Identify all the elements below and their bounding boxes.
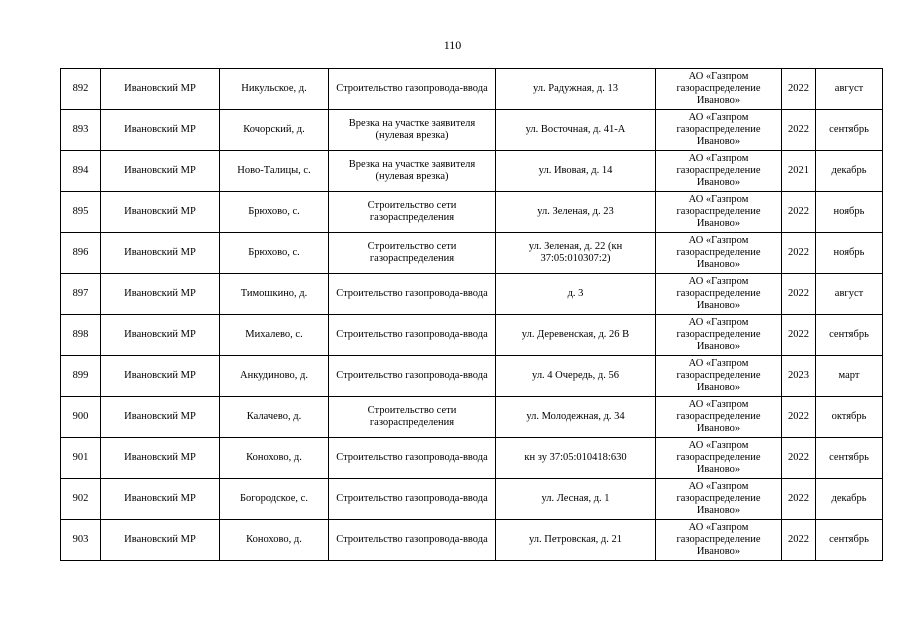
district-cell: Ивановский МР — [101, 110, 220, 151]
row-number-cell: 900 — [61, 397, 101, 438]
organization-cell: АО «Газпром газораспределение Иваново» — [656, 356, 782, 397]
work-type-cell: Врезка на участке заявителя (нулевая врезка) — [329, 151, 496, 192]
district-cell: Ивановский МР — [101, 274, 220, 315]
year-cell: 2022 — [782, 110, 816, 151]
table-row — [61, 479, 883, 520]
work-type-cell: Строительство газопровода-ввода — [329, 479, 496, 520]
month-cell: ноябрь — [816, 233, 883, 274]
month-cell: ноябрь — [816, 192, 883, 233]
year-cell: 2022 — [782, 315, 816, 356]
address-cell: ул. Молодежная, д. 34 — [496, 397, 656, 438]
district-cell: Ивановский МР — [101, 69, 220, 110]
district-cell: Ивановский МР — [101, 151, 220, 192]
settlement-cell: Ново-Талицы, с. — [220, 151, 329, 192]
year-cell: 2022 — [782, 69, 816, 110]
settlement-cell: Конохово, д. — [220, 438, 329, 479]
address-cell: кн зу 37:05:010418:630 — [496, 438, 656, 479]
address-cell: ул. Восточная, д. 41-А — [496, 110, 656, 151]
address-cell: ул. Зеленая, д. 23 — [496, 192, 656, 233]
row-number-cell: 903 — [61, 520, 101, 561]
work-type-cell: Строительство газопровода-ввода — [329, 69, 496, 110]
settlement-cell: Брюхово, с. — [220, 192, 329, 233]
organization-cell: АО «Газпром газораспределение Иваново» — [656, 69, 782, 110]
organization-cell: АО «Газпром газораспределение Иваново» — [656, 397, 782, 438]
settlement-cell: Кочорский, д. — [220, 110, 329, 151]
row-number-cell: 898 — [61, 315, 101, 356]
table-row — [61, 151, 883, 192]
year-cell: 2021 — [782, 151, 816, 192]
organization-cell: АО «Газпром газораспределение Иваново» — [656, 110, 782, 151]
table-row — [61, 110, 883, 151]
organization-cell: АО «Газпром газораспределение Иваново» — [656, 479, 782, 520]
row-number-cell: 901 — [61, 438, 101, 479]
month-cell: декабрь — [816, 151, 883, 192]
organization-cell: АО «Газпром газораспределение Иваново» — [656, 274, 782, 315]
settlement-cell: Богородское, с. — [220, 479, 329, 520]
row-number-cell: 894 — [61, 151, 101, 192]
district-cell: Ивановский МР — [101, 356, 220, 397]
year-cell: 2022 — [782, 274, 816, 315]
row-number-cell: 896 — [61, 233, 101, 274]
district-cell: Ивановский МР — [101, 315, 220, 356]
work-type-cell: Строительство газопровода-ввода — [329, 274, 496, 315]
table-row — [61, 315, 883, 356]
work-type-cell: Строительство газопровода-ввода — [329, 520, 496, 561]
work-type-cell: Строительство сети газораспределения — [329, 192, 496, 233]
row-number-cell: 902 — [61, 479, 101, 520]
work-type-cell: Строительство сети газораспределения — [329, 397, 496, 438]
address-cell: ул. Ивовая, д. 14 — [496, 151, 656, 192]
row-number-cell: 899 — [61, 356, 101, 397]
table-row — [61, 520, 883, 561]
year-cell: 2022 — [782, 233, 816, 274]
work-type-cell: Строительство газопровода-ввода — [329, 315, 496, 356]
table-row — [61, 356, 883, 397]
row-number-cell: 897 — [61, 274, 101, 315]
address-cell: ул. Зеленая, д. 22 (кн 37:05:010307:2) — [496, 233, 656, 274]
settlement-cell: Михалево, с. — [220, 315, 329, 356]
table-row — [61, 69, 883, 110]
table-row — [61, 274, 883, 315]
month-cell: август — [816, 274, 883, 315]
table-row — [61, 438, 883, 479]
settlement-cell: Никульское, д. — [220, 69, 329, 110]
work-type-cell: Строительство сети газораспределения — [329, 233, 496, 274]
table-row — [61, 192, 883, 233]
month-cell: октябрь — [816, 397, 883, 438]
year-cell: 2022 — [782, 520, 816, 561]
organization-cell: АО «Газпром газораспределение Иваново» — [656, 151, 782, 192]
district-cell: Ивановский МР — [101, 479, 220, 520]
year-cell: 2022 — [782, 438, 816, 479]
month-cell: сентябрь — [816, 520, 883, 561]
address-cell: ул. Лесная, д. 1 — [496, 479, 656, 520]
month-cell: март — [816, 356, 883, 397]
row-number-cell: 892 — [61, 69, 101, 110]
organization-cell: АО «Газпром газораспределение Иваново» — [656, 438, 782, 479]
month-cell: декабрь — [816, 479, 883, 520]
district-cell: Ивановский МР — [101, 520, 220, 561]
table-body — [61, 69, 883, 561]
work-type-cell: Строительство газопровода-ввода — [329, 438, 496, 479]
year-cell: 2022 — [782, 479, 816, 520]
month-cell: сентябрь — [816, 110, 883, 151]
month-cell: сентябрь — [816, 315, 883, 356]
address-cell: д. 3 — [496, 274, 656, 315]
district-cell: Ивановский МР — [101, 438, 220, 479]
page-number: 110 — [443, 38, 462, 52]
table-row — [61, 233, 883, 274]
work-type-cell: Строительство газопровода-ввода — [329, 356, 496, 397]
organization-cell: АО «Газпром газораспределение Иваново» — [656, 520, 782, 561]
settlement-cell: Тимошкино, д. — [220, 274, 329, 315]
row-number-cell: 895 — [61, 192, 101, 233]
year-cell: 2023 — [782, 356, 816, 397]
district-cell: Ивановский МР — [101, 233, 220, 274]
year-cell: 2022 — [782, 397, 816, 438]
address-cell: ул. 4 Очередь, д. 56 — [496, 356, 656, 397]
organization-cell: АО «Газпром газораспределение Иваново» — [656, 315, 782, 356]
settlement-cell: Конохово, д. — [220, 520, 329, 561]
settlement-cell: Брюхово, с. — [220, 233, 329, 274]
table-row — [61, 397, 883, 438]
settlement-cell: Анкудиново, д. — [220, 356, 329, 397]
address-cell: ул. Радужная, д. 13 — [496, 69, 656, 110]
organization-cell: АО «Газпром газораспределение Иваново» — [656, 233, 782, 274]
district-cell: Ивановский МР — [101, 397, 220, 438]
month-cell: сентябрь — [816, 438, 883, 479]
settlement-cell: Калачево, д. — [220, 397, 329, 438]
row-number-cell: 893 — [61, 110, 101, 151]
gas-connection-table — [60, 68, 883, 561]
district-cell: Ивановский МР — [101, 192, 220, 233]
work-type-cell: Врезка на участке заявителя (нулевая врезка) — [329, 110, 496, 151]
year-cell: 2022 — [782, 192, 816, 233]
month-cell: август — [816, 69, 883, 110]
address-cell: ул. Петровская, д. 21 — [496, 520, 656, 561]
address-cell: ул. Деревенская, д. 26 В — [496, 315, 656, 356]
organization-cell: АО «Газпром газораспределение Иваново» — [656, 192, 782, 233]
